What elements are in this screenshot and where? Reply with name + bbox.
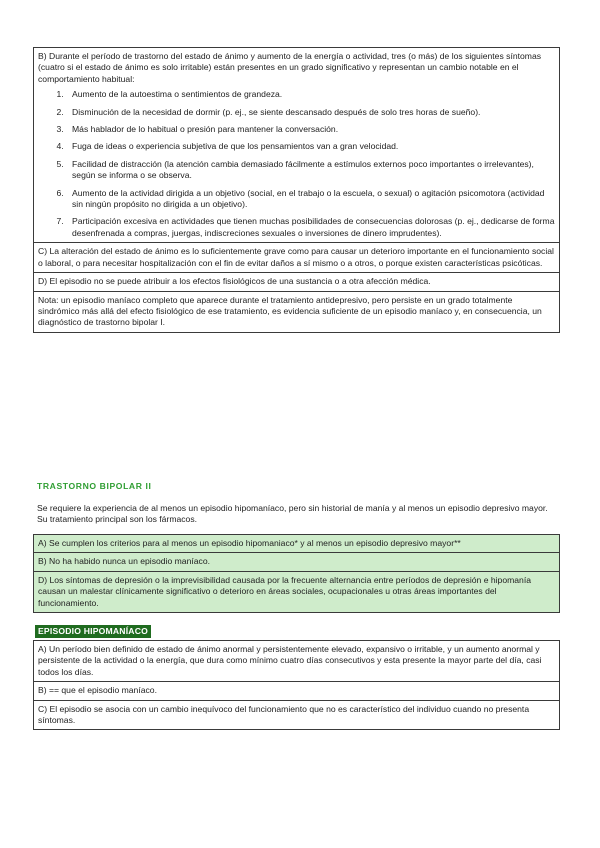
bipolar2-criterion-a: A) Se cumplen los criterios para al menos un episodio hipomaniaco* y al menos un episodio depresivo mayor** — [33, 534, 560, 553]
symptom-list — [38, 89, 555, 239]
criterion-note: Nota: un episodio maníaco completo que aparece durante el tratamiento antidepresivo, pero persiste en un grado totalmente sindrómico más allá del efecto fisiológico de ese tratamiento, es evidencia suficiente de un episodio maníaco y, en consecuencia, un diagnóstico de trastorno bipolar I. — [33, 292, 560, 333]
criterion-b — [33, 47, 560, 243]
bipolar2-criterion-d: D) Los síntomas de depresión o la imprevisibilidad causada por la frecuente alternancia entre períodos de depresión e hipomanía causan un malestar clínicamente significativo o deterioro en áreas sociales, ocupacionales u otras áreas importantes del funcionamiento. — [33, 572, 560, 613]
symptom-item: 1. Aumento de la autoestima o sentimientos de grandeza. — [66, 89, 555, 100]
hypomanic-criterion-b: B) == que el episodio maníaco. — [33, 682, 560, 700]
symptom-item: 3. Más hablador de lo habitual o presión para mantener la conversación. — [66, 124, 555, 135]
symptom-item: 2. Disminución de la necesidad de dormir (p. ej., se siente descansado después de solo tres horas de sueño). — [66, 107, 555, 118]
symptom-item: 4. Fuga de ideas o experiencia subjetiva de que los pensamientos van a gran velocidad. — [66, 141, 555, 152]
hypomanic-criteria-table — [33, 640, 560, 730]
symptom-item: 6. Aumento de la actividad dirigida a un objetivo (social, en el trabajo o la escuela, o sexual) o agitación psicomotora (actividad sin ningún propósito no dirigida a un objetivo). — [66, 188, 555, 211]
bipolar2-intro: Se requiere la experiencia de al menos un episodio hipomaníaco, pero sin historial de manía y al menos un episodio depresivo mayor. Su tratamiento principal son los fármacos. — [37, 503, 548, 525]
symptom-item: 7. Participación excesiva en actividades que tienen muchas posibilidades de consecuencias dolorosas (p. ej., dedicarse de forma desenfrenada a compras, juergas, indiscreciones sexuales o inversiones de dinero imprudentes). — [66, 216, 555, 239]
hypomanic-title: EPISODIO HIPOMANÍACO — [35, 625, 151, 638]
bipolar1-criteria-table — [33, 47, 560, 333]
criterion-d: D) El episodio no se puede atribuir a los efectos fisiológicos de una sustancia o a otra afección médica. — [33, 273, 560, 291]
criterion-c: C) La alteración del estado de ánimo es lo suficientemente grave como para causar un deterioro importante en el funcionamiento social o laboral, o para necesitar hospitalización con el fin de evitar daños a sí mismo o a otros, o porque existen características psicóticas. — [33, 243, 560, 273]
criterion-b-intro: B) Durante el período de trastorno del estado de ánimo y aumento de la energía o actividad, tres (o más) de los siguientes síntomas (cuatro si el estado de ánimo es solo irritable) están presentes en un grado significativo y representan un cambio notable en el comportamiento habitual: — [38, 51, 542, 84]
bipolar2-criterion-b: B) No ha habido nunca un episodio maníaco. — [33, 553, 560, 571]
hypomanic-criterion-a: A) Un período bien definido de estado de ánimo anormal y persistentemente elevado, expansivo o irritable, y un aumento anormal y persistente de la actividad o la energía, que dura como mínimo cuatro días consecutivos y esta presente la mayor parte del día, casi todos los días. — [33, 640, 560, 682]
bipolar2-criteria-table — [33, 534, 560, 613]
bipolar2-title: TRASTORNO BIPOLAR II — [37, 481, 152, 491]
symptom-item: 5. Facilidad de distracción (la atención cambia demasiado fácilmente a estímulos externos poco importantes o irrelevantes), según se informa o se observa. — [66, 159, 555, 182]
hypomanic-criterion-c: C) El episodio se asocia con un cambio inequívoco del funcionamiento que no es característico del individuo cuando no presenta síntomas. — [33, 701, 560, 731]
